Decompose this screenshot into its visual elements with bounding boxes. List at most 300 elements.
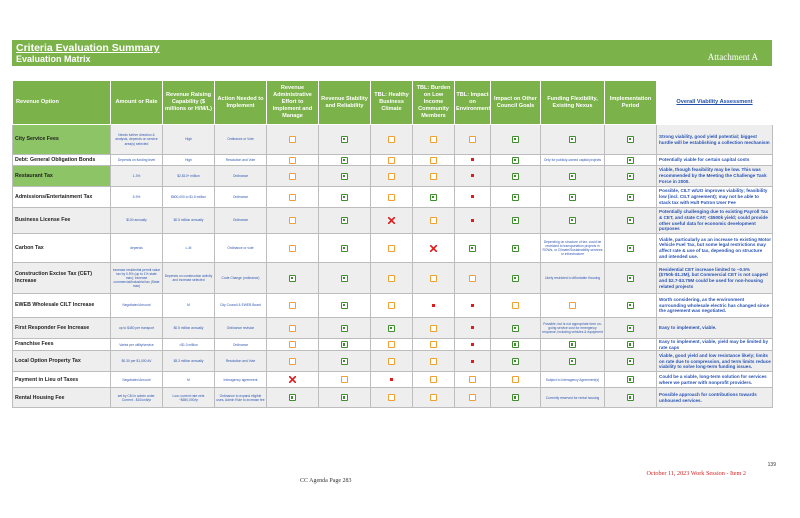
green-check-square-icon	[341, 157, 348, 164]
red-dot-icon	[471, 158, 474, 161]
capability-cell: $5.3 million annually	[163, 351, 215, 372]
red-x-icon	[289, 376, 296, 383]
amount-cell: Negotiated Amount	[111, 294, 163, 318]
revenue-option-name: EWEB Wholesale CILT Increase	[13, 294, 111, 318]
rating-cell	[267, 155, 319, 166]
revenue-option-name: First Responder Fee Increase	[13, 318, 111, 339]
rating-cell	[413, 187, 455, 208]
rating-cell	[371, 351, 413, 372]
green-check-square-icon	[569, 341, 576, 348]
rating-cell	[455, 388, 491, 408]
green-check-square-icon	[341, 341, 348, 348]
orange-square-icon	[289, 302, 296, 309]
green-check-square-icon	[569, 358, 576, 365]
action-cell: Ordinance	[215, 208, 267, 234]
action-cell: City Council & EWEB Board	[215, 294, 267, 318]
rating-cell	[491, 208, 541, 234]
orange-square-icon	[388, 157, 395, 164]
orange-square-icon	[388, 394, 395, 401]
column-header: Implementation Period	[605, 81, 657, 125]
amount-cell: $100 annually	[111, 208, 163, 234]
rating-cell	[371, 166, 413, 187]
rating-cell	[267, 351, 319, 372]
table-row	[13, 318, 773, 339]
orange-square-icon	[341, 376, 348, 383]
rating-cell	[267, 339, 319, 351]
rating-cell	[267, 263, 319, 294]
rating-cell	[605, 388, 657, 408]
rating-cell	[455, 166, 491, 187]
red-x-icon	[388, 217, 395, 224]
capability-cell: <$1.0 million	[163, 339, 215, 351]
revenue-option-name: Restaurant Tax	[13, 166, 111, 187]
green-check-square-icon	[512, 341, 519, 348]
orange-square-icon	[388, 136, 395, 143]
green-check-square-icon	[627, 194, 634, 201]
funding-cell	[541, 208, 605, 234]
green-check-square-icon	[388, 325, 395, 332]
orange-square-icon	[430, 173, 437, 180]
rating-cell	[605, 125, 657, 155]
rating-cell	[267, 294, 319, 318]
capability-cell: High	[163, 155, 215, 166]
column-header: Impact on Other Council Goals	[491, 81, 541, 125]
green-check-square-icon	[569, 194, 576, 201]
orange-square-icon	[289, 325, 296, 332]
funding-cell	[541, 187, 605, 208]
assessment-cell: Easy to implement, viable, yield may be limited by rate caps	[657, 339, 773, 351]
green-check-square-icon	[512, 275, 519, 282]
rating-cell	[605, 166, 657, 187]
orange-square-icon	[289, 341, 296, 348]
assessment-cell: Easy to implement, viable.	[657, 318, 773, 339]
rating-cell	[371, 372, 413, 388]
revenue-option-name: Construction Excise Tax (CET) Increase	[13, 263, 111, 294]
green-check-square-icon	[569, 217, 576, 224]
orange-square-icon	[289, 136, 296, 143]
green-check-square-icon	[341, 358, 348, 365]
rating-cell	[319, 187, 371, 208]
action-cell: Ordinance	[215, 166, 267, 187]
orange-square-icon	[469, 136, 476, 143]
rating-cell	[605, 155, 657, 166]
green-check-square-icon	[341, 136, 348, 143]
rating-cell	[267, 318, 319, 339]
rating-cell	[413, 155, 455, 166]
action-cell: Ordinance	[215, 339, 267, 351]
funding-cell	[541, 351, 605, 372]
rating-cell	[491, 339, 541, 351]
table-row	[13, 166, 773, 187]
green-check-square-icon	[341, 194, 348, 201]
table-row	[13, 388, 773, 408]
funding-cell	[541, 125, 605, 155]
rating-cell	[371, 318, 413, 339]
green-check-square-icon	[627, 394, 634, 401]
capability-cell: Depends on construction activity and increase selected	[163, 263, 215, 294]
table-row	[13, 339, 773, 351]
matrix-body	[13, 125, 773, 408]
assessment-cell: Possible approach for contributions towards unhoused services.	[657, 388, 773, 408]
rating-cell	[413, 294, 455, 318]
rating-cell	[455, 125, 491, 155]
capability-cell: Low; current rate nets ~$650,000/yr	[163, 388, 215, 408]
rating-cell	[413, 339, 455, 351]
table-row	[13, 372, 773, 388]
table-row	[13, 294, 773, 318]
rating-cell	[371, 263, 413, 294]
orange-square-icon	[469, 376, 476, 383]
revenue-option-name: Debt: General Obligation Bonds	[13, 155, 111, 166]
green-check-square-icon	[512, 157, 519, 164]
table-row	[13, 351, 773, 372]
rating-cell	[319, 351, 371, 372]
revenue-option-name: Business License Fee	[13, 208, 111, 234]
rating-cell	[605, 372, 657, 388]
orange-square-icon	[388, 341, 395, 348]
orange-square-icon	[289, 157, 296, 164]
rating-cell	[455, 318, 491, 339]
table-row	[13, 125, 773, 155]
revenue-option-name: City Service Fees	[13, 125, 111, 155]
green-check-square-icon	[341, 325, 348, 332]
rating-cell	[319, 166, 371, 187]
action-cell: Code Change (ordinance)	[215, 263, 267, 294]
red-dot-icon	[432, 304, 435, 307]
amount-cell: up to $450 per transport	[111, 318, 163, 339]
rating-cell	[605, 318, 657, 339]
assessment-cell: Could be a viable, long-term solution for services where we partner with nonprofit providers.	[657, 372, 773, 388]
amount-cell: depends	[111, 234, 163, 263]
rating-cell	[455, 351, 491, 372]
rating-cell	[455, 372, 491, 388]
capability-cell: High	[163, 125, 215, 155]
column-header: Revenue Administrative Effort to Implement and Manage	[267, 81, 319, 125]
green-check-square-icon	[627, 302, 634, 309]
column-header: Revenue Raising Capability ($ millions or H/M/L)	[163, 81, 215, 125]
orange-square-icon	[289, 358, 296, 365]
green-check-square-icon	[469, 245, 476, 252]
column-header: Amount or Rate	[111, 81, 163, 125]
green-check-square-icon	[341, 302, 348, 309]
orange-square-icon	[430, 136, 437, 143]
orange-square-icon	[430, 325, 437, 332]
page-title: Criteria Evaluation Summary	[16, 42, 160, 54]
assessment-cell: Residential CET increase limited to ~0.5% ($750k-$1.2M), but Commercial CET is not capped and $2.7-$3.75M could be used for non-housing related projects	[657, 263, 773, 294]
rating-cell	[319, 294, 371, 318]
rating-cell	[413, 125, 455, 155]
column-header: TBL: Burden on Low Income Community Members	[413, 81, 455, 125]
green-check-square-icon	[627, 341, 634, 348]
table-row	[13, 187, 773, 208]
rating-cell	[413, 234, 455, 263]
capability-cell: $2-$10+ million	[163, 166, 215, 187]
rating-cell	[455, 294, 491, 318]
funding-cell: Depending on structure of tax, could be restricted to transportation projects in ROWs, or Climate/Sustainability services or infrastructure	[541, 234, 605, 263]
green-check-square-icon	[512, 194, 519, 201]
amount-cell: set by CM in admin order. Current - $10/unit/yr	[111, 388, 163, 408]
rating-cell	[455, 263, 491, 294]
rating-cell	[371, 339, 413, 351]
rating-cell	[491, 263, 541, 294]
rating-cell	[319, 388, 371, 408]
action-cell: Interagency agreement	[215, 372, 267, 388]
rating-cell	[491, 372, 541, 388]
action-cell: Ordinance to expand eligible uses, Admin Rule to increase fee	[215, 388, 267, 408]
rating-cell	[413, 263, 455, 294]
green-check-square-icon	[627, 136, 634, 143]
action-cell: Ordinance or vote	[215, 234, 267, 263]
green-check-square-icon	[341, 275, 348, 282]
green-check-square-icon	[512, 136, 519, 143]
red-dot-icon	[471, 343, 474, 346]
rating-cell	[319, 372, 371, 388]
assessment-cell: Possible, CILT w/UO improves viability; feasibility low (incl. CILT agreement); may not be able to stack tax with Hult Patron User Fee	[657, 187, 773, 208]
rating-cell	[491, 388, 541, 408]
green-check-square-icon	[627, 275, 634, 282]
assessment-cell: Potentially viable for certain capital costs	[657, 155, 773, 166]
funding-cell	[541, 339, 605, 351]
amount-cell: Varies per utility/service	[111, 339, 163, 351]
assessment-cell: Worth considering, as the environment surrounding wholesale electric has changed since the agreement was negotiated.	[657, 294, 773, 318]
rating-cell	[267, 234, 319, 263]
green-check-square-icon	[512, 245, 519, 252]
revenue-option-name: Admissions/Entertainment Tax	[13, 187, 111, 208]
rating-cell	[413, 388, 455, 408]
green-check-square-icon	[627, 217, 634, 224]
funding-cell: Possible, but is not appropriate form on-going service cost for emergency response, including vehicles & equipment	[541, 318, 605, 339]
revenue-option-name: Payment in Lieu of Taxes	[13, 372, 111, 388]
page-subtitle: Evaluation Matrix	[16, 54, 91, 64]
green-check-square-icon	[341, 217, 348, 224]
capability-cell: $800,000 to $1.5 million	[163, 187, 215, 208]
rating-cell	[319, 263, 371, 294]
orange-square-icon	[430, 394, 437, 401]
green-check-square-icon	[341, 394, 348, 401]
amount-cell: increase residential permit value tax by 0.5% (up to 1% state max); increase commercial/industrial tax (State max)	[111, 263, 163, 294]
red-dot-icon	[390, 378, 393, 381]
rating-cell	[491, 187, 541, 208]
orange-square-icon	[388, 358, 395, 365]
header-row	[13, 81, 773, 125]
capability-cell: M	[163, 372, 215, 388]
rating-cell	[371, 187, 413, 208]
rating-cell	[605, 234, 657, 263]
assessment-cell: Potentially challenging due to existing Payroll Tax & CET, and state CAT; <$500k yield; could provide other useful data for economic development purposes	[657, 208, 773, 234]
rating-cell	[491, 166, 541, 187]
rating-cell	[605, 208, 657, 234]
orange-square-icon	[512, 376, 519, 383]
green-check-square-icon	[627, 157, 634, 164]
orange-square-icon	[430, 358, 437, 365]
orange-square-icon	[289, 245, 296, 252]
green-check-square-icon	[512, 358, 519, 365]
rating-cell	[413, 351, 455, 372]
green-check-square-icon	[512, 173, 519, 180]
action-cell: Ordinance or Vote	[215, 125, 267, 155]
revenue-option-name: Franchise Fees	[13, 339, 111, 351]
red-x-icon	[430, 245, 437, 252]
capability-cell: $0.5 million annually	[163, 208, 215, 234]
orange-square-icon	[388, 194, 395, 201]
orange-square-icon	[388, 302, 395, 309]
orange-square-icon	[512, 302, 519, 309]
rating-cell	[491, 318, 541, 339]
funding-cell	[541, 294, 605, 318]
rating-cell	[267, 208, 319, 234]
evaluation-matrix	[12, 80, 773, 408]
rating-cell	[455, 234, 491, 263]
green-check-square-icon	[569, 136, 576, 143]
green-check-square-icon	[627, 376, 634, 383]
green-check-square-icon	[627, 358, 634, 365]
rating-cell	[371, 155, 413, 166]
rating-cell	[491, 125, 541, 155]
assessment-cell: Strong viability, good yield potential; biggest hurdle will be establishing a collection mechanism	[657, 125, 773, 155]
red-dot-icon	[471, 326, 474, 329]
capability-cell: L-M	[163, 234, 215, 263]
green-check-square-icon	[341, 173, 348, 180]
green-check-square-icon	[512, 217, 519, 224]
column-header: Revenue Stability and Reliability	[319, 81, 371, 125]
orange-square-icon	[469, 394, 476, 401]
action-cell: Resolution and Vote	[215, 351, 267, 372]
rating-cell	[319, 155, 371, 166]
rating-cell	[455, 155, 491, 166]
revenue-option-name: Local Option Property Tax	[13, 351, 111, 372]
green-check-square-icon	[627, 173, 634, 180]
rating-cell	[267, 125, 319, 155]
orange-square-icon	[469, 275, 476, 282]
red-dot-icon	[471, 219, 474, 222]
rating-cell	[371, 294, 413, 318]
amount-cell: $0.30 per $1,000 AV	[111, 351, 163, 372]
rating-cell	[267, 166, 319, 187]
rating-cell	[371, 125, 413, 155]
table-row	[13, 263, 773, 294]
rating-cell	[455, 339, 491, 351]
agenda-footer: CC Agenda Page 283	[300, 478, 352, 484]
green-check-square-icon	[512, 394, 519, 401]
amount-cell: Depends on funding level	[111, 155, 163, 166]
rating-cell	[413, 318, 455, 339]
orange-square-icon	[430, 341, 437, 348]
assessment-cell: Viable, particularly as an increase to existing Motor Vehicle Fuel Tax, but some legal restrictions may affect rate & use of tax, depending on structure and intended use.	[657, 234, 773, 263]
table-row	[13, 234, 773, 263]
funding-cell: Likely restricted to Affordable Housing	[541, 263, 605, 294]
rating-cell	[491, 351, 541, 372]
funding-cell: Currently reserved for rental housing	[541, 388, 605, 408]
action-cell: Ordinance	[215, 187, 267, 208]
amount-cell: Negotiated Amount	[111, 372, 163, 388]
rating-cell	[491, 234, 541, 263]
orange-square-icon	[430, 376, 437, 383]
orange-square-icon	[388, 173, 395, 180]
capability-cell: $0.5 million annually	[163, 318, 215, 339]
orange-square-icon	[289, 194, 296, 201]
green-check-square-icon	[512, 325, 519, 332]
capability-cell: M	[163, 294, 215, 318]
rating-cell	[413, 372, 455, 388]
rating-cell	[371, 388, 413, 408]
orange-square-icon	[289, 217, 296, 224]
rating-cell	[455, 208, 491, 234]
red-dot-icon	[471, 195, 474, 198]
session-label: October 11, 2023 Work Session - Item 2	[646, 470, 746, 477]
table-row	[13, 155, 773, 166]
funding-cell: Only for publicly-owned capital projects	[541, 155, 605, 166]
column-header: TBL: Healthy Business Climate	[371, 81, 413, 125]
rating-cell	[413, 208, 455, 234]
column-header: Funding Flexibility, Existing Nexus	[541, 81, 605, 125]
rating-cell	[319, 208, 371, 234]
red-dot-icon	[471, 174, 474, 177]
orange-square-icon	[388, 275, 395, 282]
funding-cell	[541, 166, 605, 187]
rating-cell	[319, 339, 371, 351]
green-check-square-icon	[569, 173, 576, 180]
funding-cell: Subject to Interagency Agreement(s)	[541, 372, 605, 388]
orange-square-icon	[430, 275, 437, 282]
orange-square-icon	[388, 245, 395, 252]
rating-cell	[267, 388, 319, 408]
red-dot-icon	[471, 304, 474, 307]
rating-cell	[605, 294, 657, 318]
green-check-square-icon	[430, 194, 437, 201]
rating-cell	[455, 187, 491, 208]
revenue-option-name: Carbon Tax	[13, 234, 111, 263]
orange-square-icon	[569, 302, 576, 309]
amount-cell: 1-3%	[111, 166, 163, 187]
rating-cell	[319, 125, 371, 155]
amount-cell: 5-9%	[111, 187, 163, 208]
column-header: Revenue Option	[13, 81, 111, 125]
red-dot-icon	[471, 360, 474, 363]
rating-cell	[605, 351, 657, 372]
rating-cell	[605, 339, 657, 351]
action-cell: Ordinance revision	[215, 318, 267, 339]
action-cell: Resolution and Vote	[215, 155, 267, 166]
page-number: 139	[767, 462, 776, 468]
rating-cell	[371, 208, 413, 234]
title-bar	[12, 40, 772, 66]
rating-cell	[267, 187, 319, 208]
rating-cell	[491, 155, 541, 166]
green-check-square-icon	[289, 394, 296, 401]
column-header: TBL: Impact on Environment	[455, 81, 491, 125]
table-row	[13, 208, 773, 234]
orange-square-icon	[289, 173, 296, 180]
amount-cell: Needs further direction & analysis, depends on service area(s) selected	[111, 125, 163, 155]
green-check-square-icon	[627, 245, 634, 252]
rating-cell	[319, 234, 371, 263]
rating-cell	[605, 187, 657, 208]
orange-square-icon	[430, 157, 437, 164]
green-check-square-icon	[627, 325, 634, 332]
rating-cell	[371, 234, 413, 263]
orange-square-icon	[430, 217, 437, 224]
rating-cell	[319, 318, 371, 339]
assessment-cell: Viable, though feasibility may be low. This was recommended by the Meeting the Challenge Task Force in 2000.	[657, 166, 773, 187]
column-header: Action Needed to Implement	[215, 81, 267, 125]
assessment-cell: Viable, good yield and low resistance likely; limits on rate due to compression, and term limits reduce viability to solve long-term funding issues.	[657, 351, 773, 372]
column-header: Overall Viability Assessment	[657, 81, 773, 125]
attachment-label: Attachment A	[707, 52, 758, 62]
green-check-square-icon	[341, 245, 348, 252]
rating-cell	[491, 294, 541, 318]
rating-cell	[413, 166, 455, 187]
rating-cell	[605, 263, 657, 294]
